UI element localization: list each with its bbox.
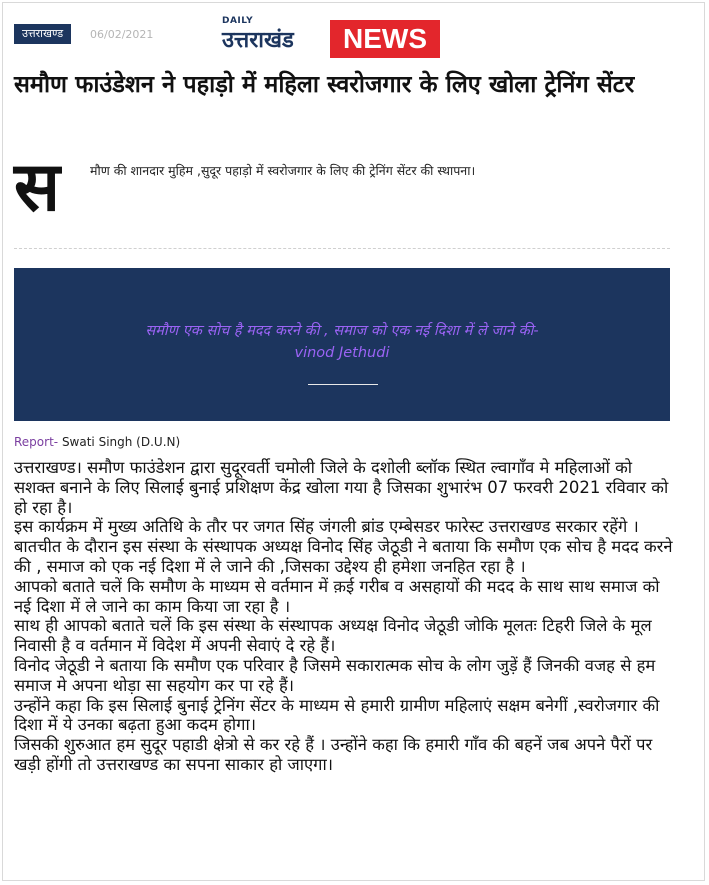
body-paragraph: साथ ही आपको बताते चलें कि इस संस्था के संस्थापक अध्यक्ष विनोद जेठूडी जोकि मूलतः टिहरी जिले के मूल निवासी है व वर्तमान में विदेश में अपनी सेवाएं दे रहे हैं।: [14, 616, 652, 656]
quote-author: vinod Jethudi: [294, 345, 390, 361]
article-body: [14, 458, 674, 775]
report-author: Swati Singh (D.U.N): [61, 435, 181, 449]
post-date: 06/02/2021: [90, 28, 154, 41]
body-paragraph: आपको बताते चलें कि समौण के माध्यम से वर्तमान में क़ई गरीब व असहायों की मदद के साथ साथ समाज को नई दिशा में ले जाने का काम किया जा रहा है ।: [14, 576, 660, 616]
body-paragraph: उन्होंने कहा कि इस सिलाई बुनाई ट्रेनिंग सेंटर के माध्यम से हमारी ग्रामीण महिलाएं सक्षम बनेगीं ,स्वरोजगार की दिशा में ये उनका बढ़ता हुआ कदम होगा।: [14, 695, 660, 735]
report-label: Report-: [14, 435, 59, 449]
category-badge[interactable]: उत्तराखण्ड: [14, 24, 71, 44]
quote-rule: [308, 384, 378, 385]
article-headline: समौण फाउंडेशन ने पहाड़ो में महिला स्वरोजगार के लिए खोला ट्रेनिंग सेंटर: [14, 70, 635, 98]
logo-brand-text: उत्तराखंड: [222, 28, 294, 53]
body-paragraph: इस कार्यक्रम में मुख्य अतिथि के तौर पर जगत सिंह जंगली ब्रांड एम्बेसडर फारेस्ट उत्तराखण्ड सरकार रहेंगे ।: [14, 517, 639, 537]
quote-block: [14, 268, 670, 421]
article-intro: मौण की शानदार मुहिम ,सुदूर पहाड़ो में स्वरोजगार के लिए की ट्रेनिंग सेंटर की स्थापना।: [90, 163, 476, 178]
body-paragraph: बातचीत के दौरान इस संस्था के संस्थापक अध्यक्ष विनोद सिंह जेठूडी ने बताया कि समौण एक सोच है मदद करने की , समाज को एक नई दिशा में ले जाने की ,जिसका उद्देश्य ही हमेशा जनहित रहा है ।: [14, 537, 673, 576]
body-paragraph: उत्तराखण्ड। समौण फाउंडेशन द्वारा सुदूरवर्ती चमोली जिले के दशोली ब्लॉक स्थित ल्वागाँव मे महिलाओं को सशक्त बनाने के लिए सिलाई बुनाई प्रशिक्षण केंद्र खोला गया है जिसका शुभारंभ 07 फरवरी 2021 रविवार को हो रहा है।: [14, 458, 669, 517]
dropcap-letter: स: [14, 148, 60, 227]
report-byline: [14, 434, 180, 450]
logo-daily-text: DAILY: [222, 16, 254, 26]
quote-text-wrap: [14, 320, 670, 364]
body-paragraph: विनोद जेठूडी ने बताया कि समौण एक परिवार है जिसमे सकारात्मक सोच के लोग जुड़ें हैं जिनकी वजह से हम समाज मे अपना थोड़ा सा सहयोग कर पा रहे हैं।: [14, 655, 656, 695]
quote-text: समौण एक सोच है मदद करने की , समाज को एक नई दिशा में ले जाने की-: [145, 323, 539, 339]
section-divider: [14, 248, 670, 249]
site-logo[interactable]: [222, 14, 440, 58]
logo-news-text: NEWS: [330, 20, 440, 58]
body-paragraph: जिसकी शुरुआत हम सुदूर पहाडी क्षेत्रो से कर रहे हैं । उन्होंने कहा कि हमारी गाँव की बहनें जब अपने पैरों पर खड़ी होंगी तो उत्तराखण्ड का सपना साकार हो जाएगा।: [14, 735, 653, 774]
